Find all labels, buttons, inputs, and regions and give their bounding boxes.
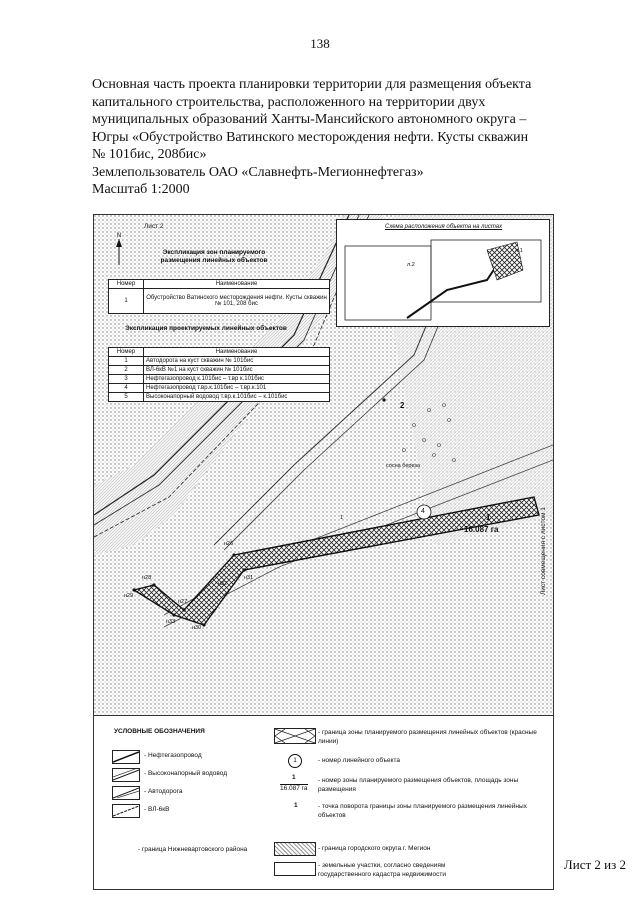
inset-label-sheet2: л.2 [407,262,415,268]
objects-cell-num: 3 [109,375,144,384]
objects-table [108,347,330,402]
legend-city-boundary: - граница городского округа г. Мегион [318,845,431,852]
zone-number-symbol-area: 16.087 га [280,785,308,792]
zone-number-symbol-num: 1 [292,774,296,781]
legend-item: - Нефтегазопровод [144,752,202,759]
road-icon [113,787,139,799]
legend-zone-number: - номер зоны планируемого размещения объектов, площадь зоны размещения [318,777,519,793]
legend-item: - Автодорога [144,788,183,795]
heading-line: Основная часть проекта планировки территории для размещения объекта [92,77,532,92]
north-arrow-shape [114,239,124,265]
tree-note: сосна береза [386,463,420,469]
zones-header-name: Наименование [144,280,330,289]
vertex-label: н28 [142,575,152,581]
table-row [109,393,330,402]
legend-zone-boundary: - граница зоны планируемого размещения линейных объектов (красные линии) [318,729,537,745]
table-row [109,384,330,393]
heading-line: капитального строительства, расположенного на территории двух [92,94,486,110]
zones-cell-name: Обустройство Ватинского месторождения нефти. Кусты скважин № 101, 208 бис [144,289,330,314]
object-number-4: 4 [421,508,425,515]
turn-point-symbol: 1 [294,802,298,809]
vertex-label: н26 [224,541,234,547]
objects-cell-num: 5 [109,393,144,402]
legend-object-number: - номер линейного объекта [318,757,401,764]
objects-cell-name: Автодорога на куст скважин № 101бис [144,357,330,366]
legend-item: - граница Нижневартовского района [138,846,248,853]
zone-area: 16.087 га [464,525,499,534]
vertex-label: н31 [244,575,254,581]
city-boundary-symbol [274,842,316,856]
power-line-symbol [112,804,140,818]
map-legend [94,715,553,890]
table-row [109,375,330,384]
legend-title: УСЛОВНЫЕ ОБОЗНАЧЕНИЯ [114,728,205,735]
pipeline-symbol [112,750,140,764]
legend-turn-point: - точка поворота границы зоны планируемого размещения линейных объектов [318,803,527,819]
object-number-symbol-text: 1 [293,757,297,764]
heading-line: муниципальных образований Ханты-Мансийского автономного округа – [92,112,527,127]
table-row [109,289,330,314]
objects-cell-name: ВЛ-6кВ №1 на куст скважин № 101бис [144,366,330,375]
vertex-label: н27 [178,599,188,605]
zone-number: 1 [486,513,491,522]
match-line-note: Лист совмещения с листом 1 [540,507,547,595]
pipeline-icon [113,751,139,763]
objects-cell-name: Нефтегазопровод т.вр.к.101бис – т.вр.к.101 [144,384,330,393]
vertex-label: н29 [124,593,134,599]
table-row [109,366,330,375]
power-line-icon [113,805,139,817]
legend-item: - Высоконапорный водовод [144,770,228,777]
water-line-symbol [112,768,140,782]
page-number: 138 [310,36,330,51]
vertex-label: н30 [192,625,202,631]
objects-cell-num: 1 [109,357,144,366]
zone-boundary-symbol [274,728,316,744]
objects-cell-num: 2 [109,366,144,375]
heading-line: Югры «Обустройство Ватинского месторождения нефти. Кусты скважин [92,129,529,145]
vertex-label: н33 [166,619,176,625]
object-number-2: 2 [400,401,405,410]
inset-label-sheet1: л.1 [515,248,523,254]
document-heading [92,76,562,199]
inset-title: Схема расположения объекта на листах [385,224,503,230]
land-plot-symbol [274,862,316,876]
zones-header-num: Номер [109,280,144,289]
objects-table-title: Экспликация проектируемых линейных объектов [125,325,287,332]
zones-table [108,279,330,314]
water-line-icon [113,769,139,781]
legend-land-plots: - земельные участки, согласно сведениям государственного кадастра недвижимости [318,862,446,878]
land-user: Землепользователь ОАО «Славнефть-Мегионнефтегаз» [92,164,424,180]
vertex-label: н32 [218,581,228,587]
location-inset [336,219,550,327]
inset-drawing [337,220,549,326]
object-number-1: 1 [340,515,344,521]
objects-cell-name: Нефтегазопровод к.101бис – т.вр к.101бис [144,375,330,384]
legend-item: - ВЛ-6кВ [144,806,170,813]
objects-cell-num: 4 [109,384,144,393]
sheet-label: Лист 2 [144,223,164,230]
hatched-zone-icon [275,729,315,743]
heading-line: № 101бис, 208бис» [92,147,207,162]
zones-table-title: Экспликация зон планируемого размещения линейных объектов [160,249,268,264]
map-sheet [93,214,554,890]
road-symbol [112,786,140,800]
map-scale: Масштаб 1:2000 [92,182,190,197]
north-arrow-icon [114,233,124,269]
objects-header-num: Номер [109,348,144,357]
objects-header-name: Наименование [144,348,330,357]
north-label: N [116,233,122,239]
zones-cell-num: 1 [109,289,144,314]
objects-cell-name: Высоконапорный водовод т.вр.к.101бис – к.101бис [144,393,330,402]
sheet-footer: Лист 2 из 2 [563,857,626,872]
table-row [109,357,330,366]
object-number-symbol [288,754,302,768]
